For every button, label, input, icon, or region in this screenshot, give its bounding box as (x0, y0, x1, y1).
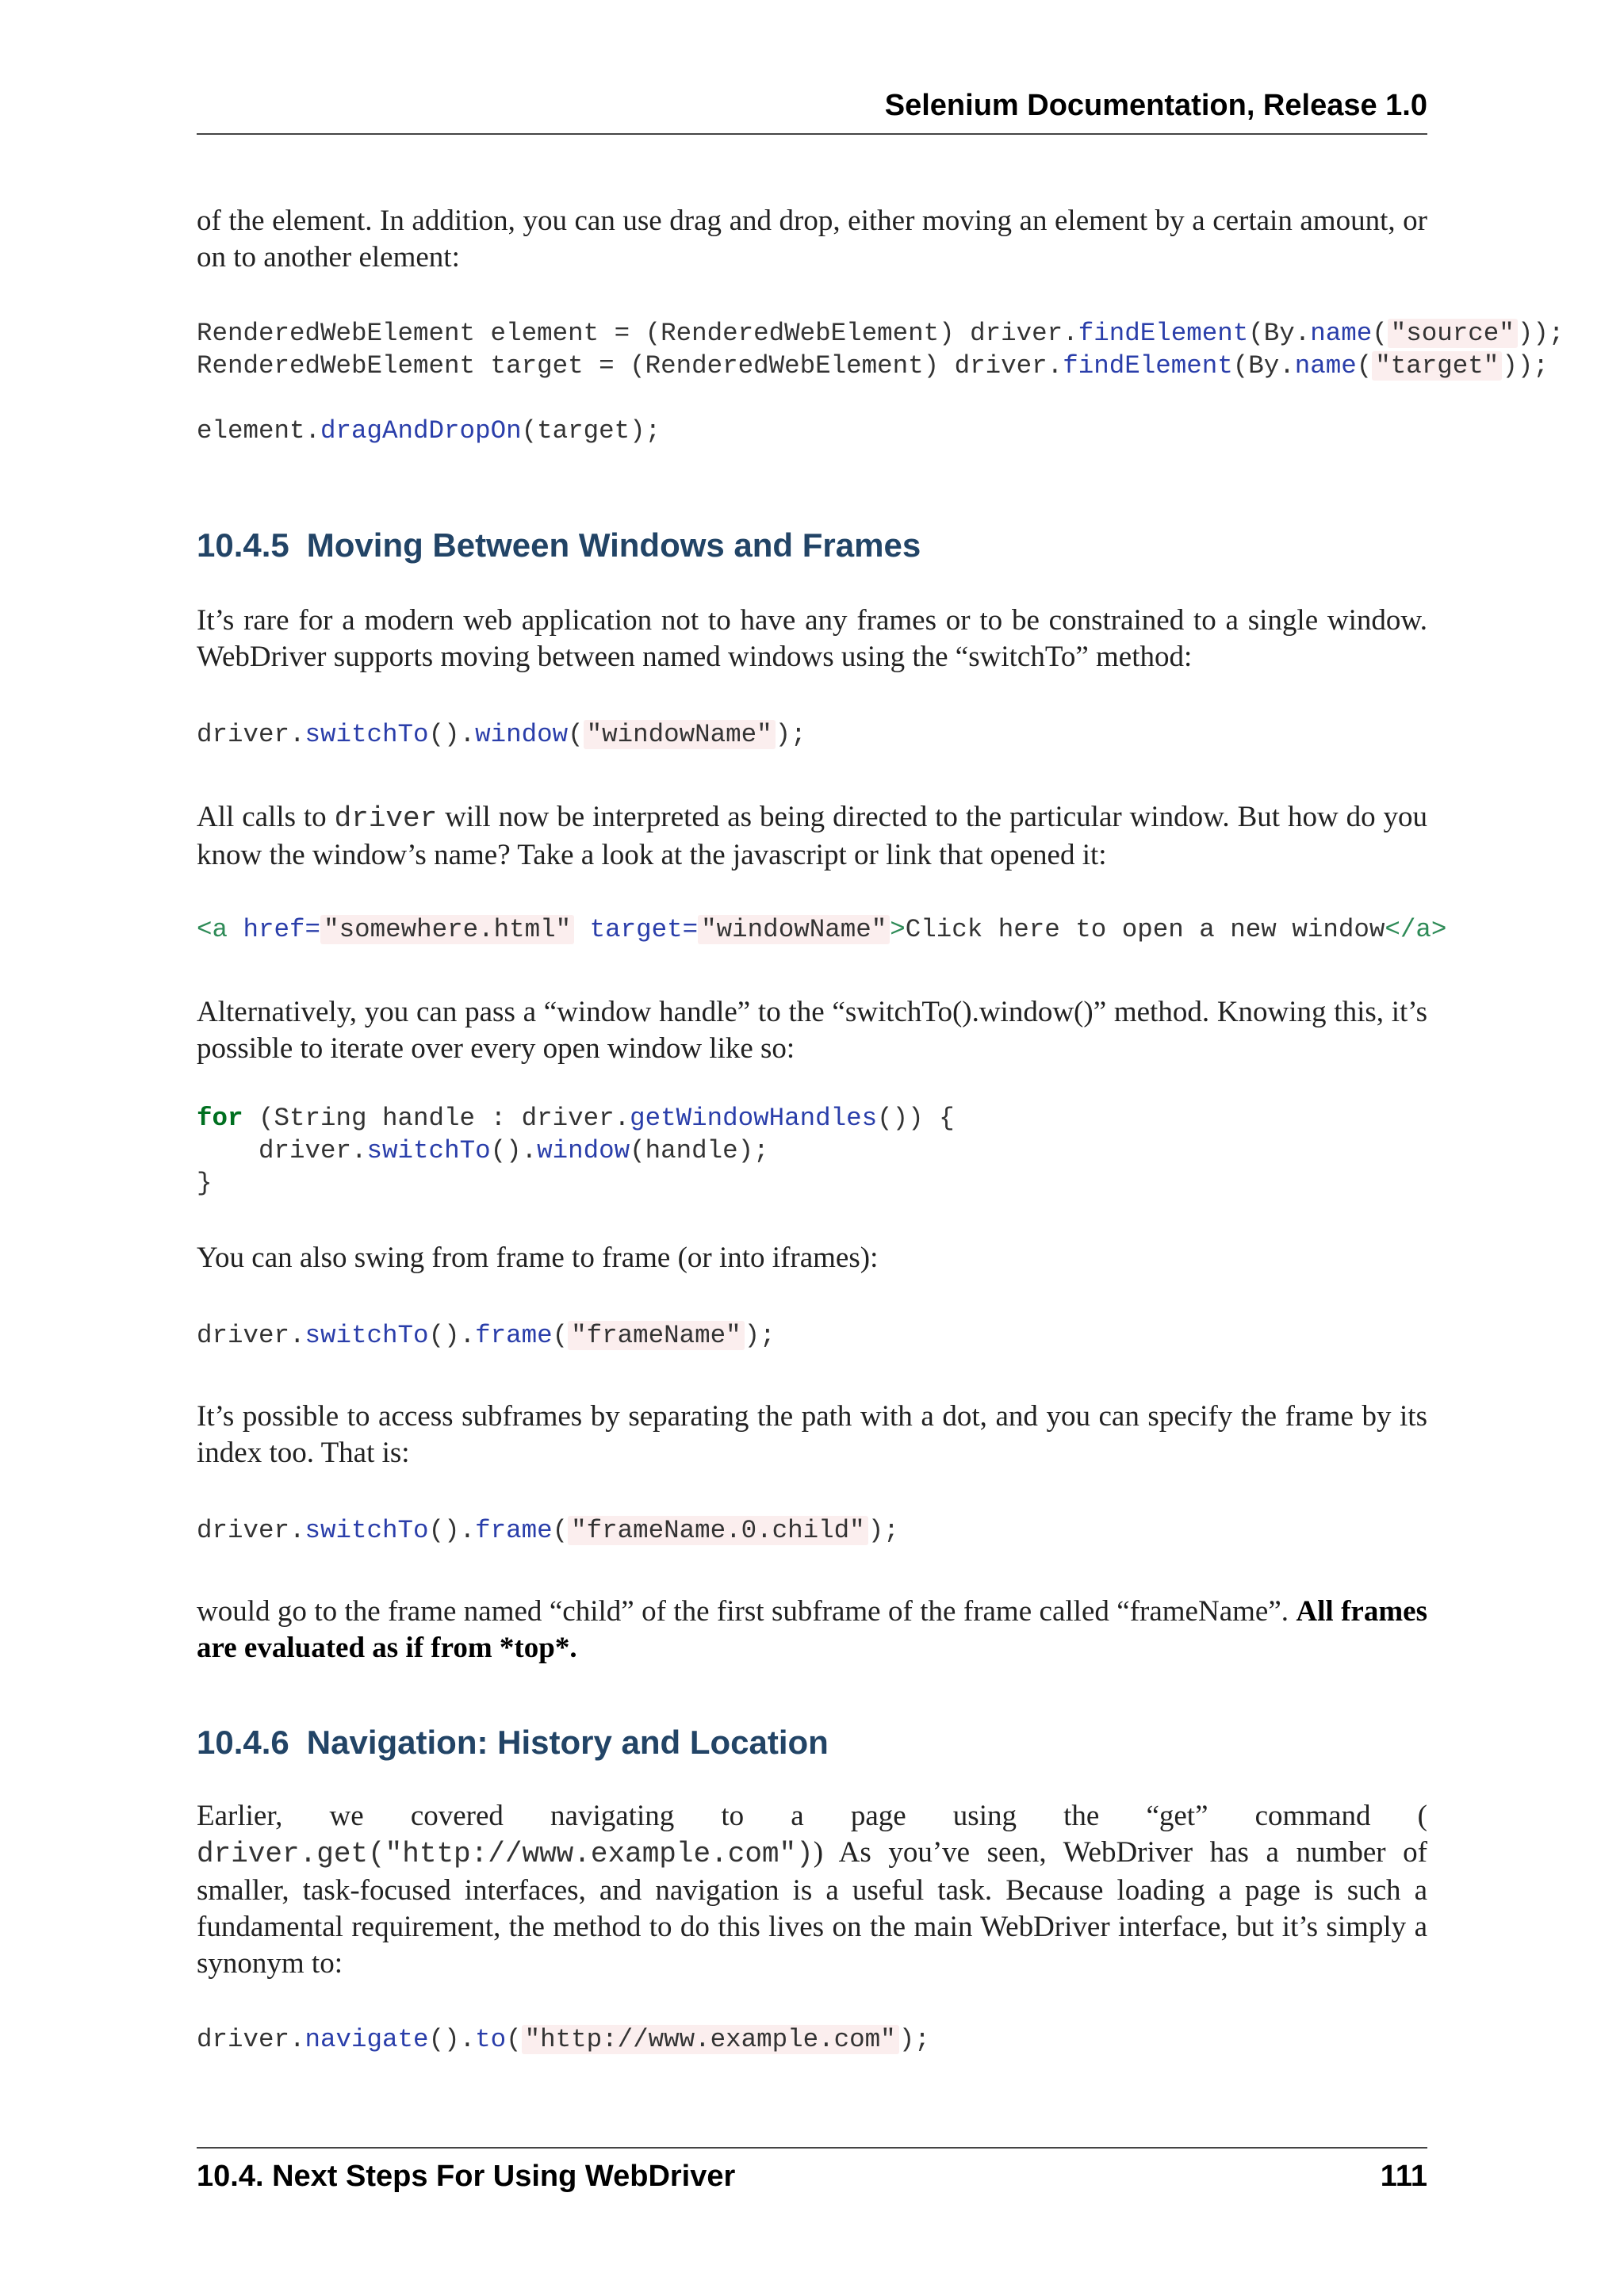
paragraph-driver-calls: All calls to driver will now be interpreted as being directed to the particular window. But how do you know the window’s name? Take a look at the javascript or link that opened it: (197, 801, 1427, 871)
running-footer (197, 2147, 1427, 2194)
paragraph-window-handle: Alternatively, you can pass a “window handle” to the “switchTo().window()” method. Knowing this, it’s possible to iterate over every open window like so: (197, 996, 1427, 1065)
code-switch-subframe: driver.switchTo().frame( "frameName.0.child" ); (197, 1516, 899, 1545)
paragraph-frame-child: would go to the frame named “child” of the first subframe of the frame called “frameName”. All frames are evaluated as if from *top*. (197, 1595, 1427, 1664)
paragraph-navigation: Earlier, we covered navigating to a page using the “get” command ( driver.get("http://www.example.com")) As you’ve seen, WebDriver has a number of smaller, task-focused interfaces, and navigation is a useful task. Because loading a page is such a fundamental requirement, the method to do this lives on the main WebDriver interface, but it’s simply a synonym to: (197, 1800, 1427, 1980)
running-header (197, 89, 1427, 135)
code-line: driver.switchTo().window(handle); (197, 1136, 769, 1165)
paragraph-windows-intro: It’s rare for a modern web application not to have any frames or to be constrained to a single window. WebDriver supports moving between named windows using the “switchTo” method: (197, 604, 1427, 673)
code-switch-frame: driver.switchTo().frame( "frameName" ); (197, 1321, 776, 1350)
header-title: Selenium Documentation, Release 1.0 (884, 89, 1427, 122)
paragraph-drag-drop: of the element. In addition, you can use drag and drop, either moving an element by a certain amount, or on to another element: (197, 205, 1427, 274)
code-line: RenderedWebElement target = (RenderedWebElement) driver.findElement(By.name( "target" )); (197, 351, 1549, 381)
paragraph-subframes: It’s possible to access subframes by separating the path with a dot, and you can specify the frame by its index too. That is: (197, 1400, 1427, 1469)
code-line: element.dragAndDropOn(target); (197, 416, 661, 446)
code-line: } (197, 1169, 213, 1198)
footer-section: 10.4. Next Steps For Using WebDriver (197, 2160, 736, 2193)
page-number: 111 (1380, 2160, 1427, 2193)
section-heading-10-4-5: 10.4.5 Moving Between Windows and Frames (197, 526, 921, 564)
code-line: RenderedWebElement element = (RenderedWebElement) driver.findElement(By.name( "source" )); (197, 319, 1565, 348)
code-block-drag-drop (197, 317, 1564, 447)
section-heading-10-4-6: 10.4.6 Navigation: History and Location (197, 1724, 829, 1761)
code-iterate-windows (197, 1102, 955, 1200)
code-navigate-to: driver.navigate().to( "http://www.example.com" ); (197, 2025, 930, 2054)
code-switch-window: driver.switchTo().window( "windowName" ); (197, 720, 806, 749)
code-line: for (String handle : driver.getWindowHandles()) { (197, 1104, 955, 1133)
code-anchor-target: <a href= "somewhere.html" target= "windowName" >Click here to open a new window</a> (197, 915, 1447, 944)
paragraph-frames: You can also swing from frame to frame (or into iframes): (197, 1242, 879, 1274)
